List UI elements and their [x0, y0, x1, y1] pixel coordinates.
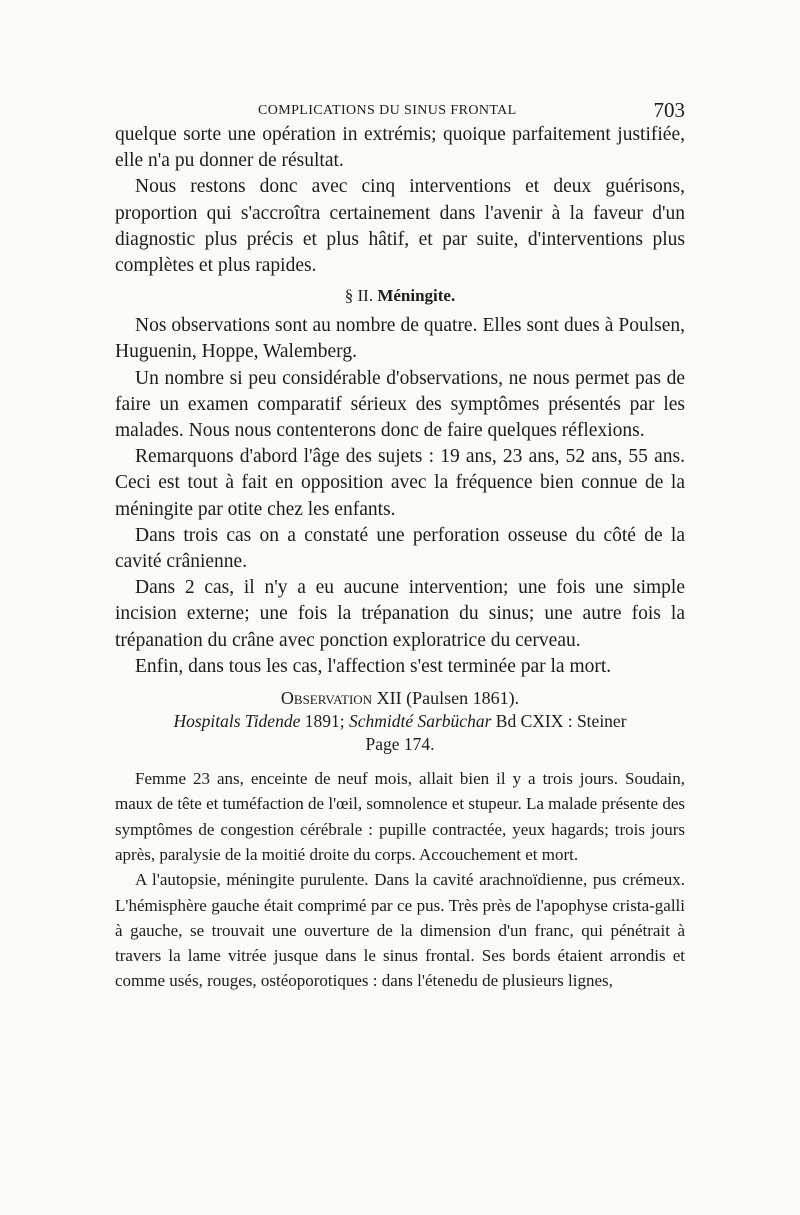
observation-paragraph-history: Femme 23 ans, enceinte de neuf mois, allait bien il y a trois jours. Soudain, maux de tête et tuméfaction de l'œil, somnolence et stupeur. La malade présente des symptômes de congestion cérébrale : pupille contractée, yeux hagards; trois jours après, paralysie de la moitié droite du corps. Accouchement et mort. — [115, 769, 685, 864]
citation-page: Page 174. — [365, 734, 435, 755]
paragraph-continuation: quelque sorte une opération in extrémis; quoique parfaitement justifiée, elle n'a pu donner de résultat. — [115, 124, 685, 172]
paragraph-observations: Nos observations sont au nombre de quatre. Elles sont dues à Poulsen, Huguenin, Hoppe, Walemberg. — [115, 315, 685, 363]
paragraph-ages: Remarquons d'abord l'âge des sujets : 19 ans, 23 ans, 52 ans, 55 ans. Ceci est tout à fait en opposition avec la fréquence bien connue de la méningite par otite chez les enfants. — [115, 446, 685, 520]
observation-text — [115, 766, 685, 994]
paragraph-outcome: Enfin, dans tous les cas, l'affection s'est terminée par la mort. — [135, 655, 612, 677]
citation-journal-1: Hospitals Tidende — [173, 711, 301, 732]
section-title: Méningite. — [377, 286, 456, 306]
observation-citation — [115, 710, 685, 756]
citation-line — [115, 710, 685, 733]
citation-journal-2: Schmidté Sarbüchar — [348, 711, 492, 732]
section-heading — [115, 283, 685, 309]
running-head — [115, 92, 685, 122]
citation-year-1: 1891; — [300, 711, 349, 732]
citation-rest: Bd CXIX : Steiner — [491, 711, 627, 732]
paragraph-perforation: Dans trois cas on a constaté une perforation osseuse du côté de la cavité crânienne. — [115, 524, 685, 573]
section-mark: § II. — [344, 286, 374, 306]
book-page — [115, 92, 685, 994]
main-text — [115, 122, 685, 680]
page-number: 703 — [653, 98, 685, 122]
observation-label: Observation — [280, 688, 373, 709]
observation-number: XII (Paulsen 1861). — [376, 688, 520, 709]
observation-title — [115, 686, 685, 710]
paragraph-comparison: Un nombre si peu considérable d'observations, ne nous permet pas de faire un examen comparatif sérieux des symptômes présentés par les malades. Nous nous contenterons donc de faire quelques réflexions. — [115, 367, 685, 442]
paragraph-interventions: Nous restons donc avec cinq interventions et deux guérisons, proportion qui s'accroîtra certainement dans l'avenir à la faveur d'un diagnostic plus précis et plus hâtif, et par suite, d'interventions plus complètes et plus rapides. — [115, 176, 685, 277]
paragraph-treatment: Dans 2 cas, il n'y a eu aucune intervention; une fois une simple incision externe; une fois la trépanation du sinus; une autre fois la trépanation du crâne avec ponction exploratrice du cerveau. — [115, 577, 685, 651]
running-title: COMPLICATIONS DU SINUS FRONTAL — [258, 103, 517, 118]
observation-paragraph-autopsy: A l'autopsie, méningite purulente. Dans la cavité arachnoïdienne, pus crémeux. L'hémisphère gauche était comprimé par ce pus. Très près de l'apophyse crista-galli à gauche, se trouvait une ouverture de la dimension d'un franc, qui pénétrait à travers la lame vitrée jusque dans le sinus frontal. Ses bords étaient arrondis et comme usés, rouges, ostéoporotiques : dans l'étenedu de plusieurs lignes, — [115, 870, 685, 991]
